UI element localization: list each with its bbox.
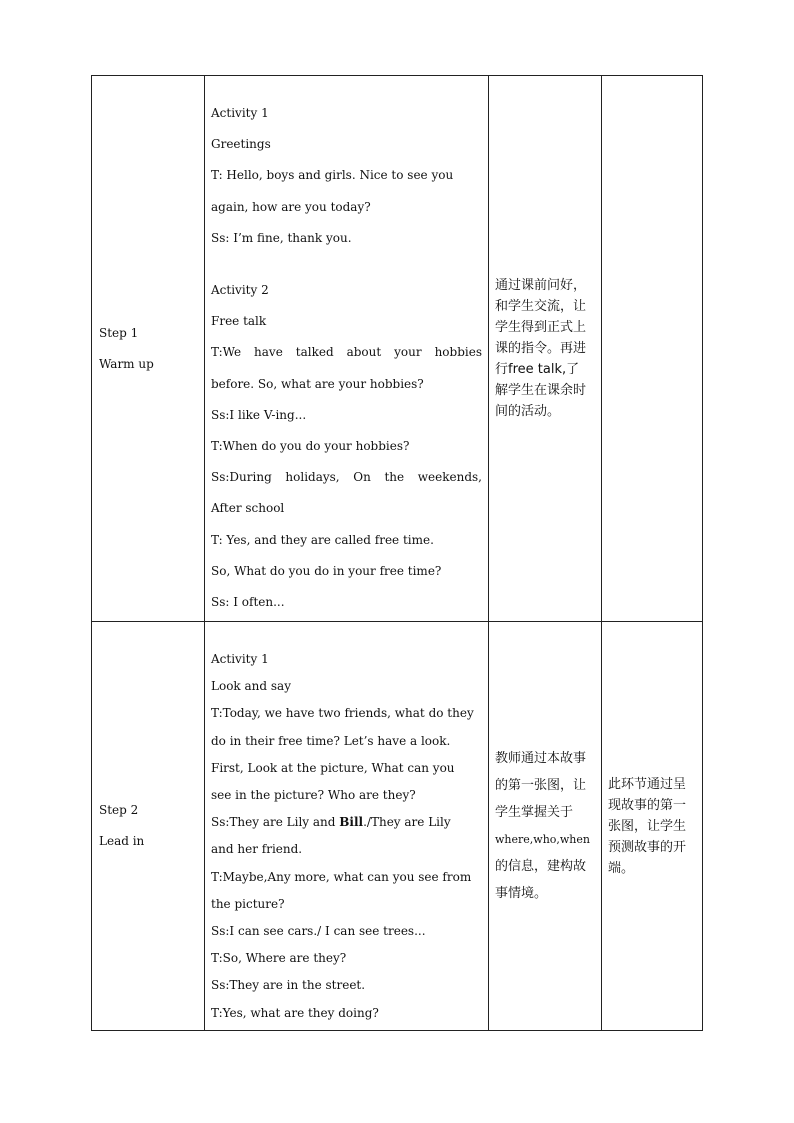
remark-cell [602,76,703,622]
intent-line: where,who,when [495,833,590,846]
bold-name: Bill [339,815,364,830]
content-line: T:So, Where are they? [211,951,347,966]
content-line: the picture? [211,896,285,911]
content-line: T: Hello, boys and girls. Nice to see you [211,168,454,183]
content-line: Activity 2 [211,283,269,298]
content-line: Activity 1 [211,106,269,120]
design-intent-cell [489,76,602,622]
content-line: After school [211,501,285,516]
content-line: First, Look at the picture, What can you [211,760,455,775]
content-line: So, What do you do in your free time? [211,563,442,578]
step-cell [92,76,205,622]
content-line: Greetings [211,137,271,152]
paragraph-gap [211,254,482,275]
design-intent-cell [489,622,602,1031]
content-line: T:Maybe,Any more, what can you see from [211,869,472,884]
content-line: Ss:During holidays, On the weekends, [211,470,482,485]
content-line: before. So, what are your hobbies? [211,376,424,391]
activity-content-cell [205,622,489,1031]
intent-line: 事情境。 [495,886,548,901]
intent-line: 和学生交流，让 [495,299,587,314]
remark-line: 现故事的第一 [608,797,687,813]
activity-content-cell [205,76,489,622]
content-text: Ss:They are Lily and [211,815,340,830]
intent-line: 通过课前问好， [495,278,587,293]
remark-line: 端。 [608,860,635,876]
lesson-plan-table [91,75,703,1031]
step-name: Lead in [99,834,145,848]
content-line: and her friend. [211,842,303,857]
table-row-step-2 [92,622,703,1031]
content-text: ./They are Lily [363,815,451,830]
intent-line: 教师通过本故事 [495,751,587,766]
table-row-step-1 [92,76,703,622]
step-cell [92,622,205,1031]
step-label: Step 1 [99,325,139,340]
intent-line: 的第一张图，让 [495,778,587,793]
content-line: Ss: I’m fine, thank you. [211,230,352,245]
content-line: Free talk [211,314,267,329]
intent-line: 课的指令。再进 [495,341,587,356]
intent-line: 解学生在课余时 [495,383,587,398]
intent-line: 学生掌握关于 [495,805,574,820]
step-label: Step 2 [99,803,139,817]
intent-line: 行free talk,了 [495,362,580,377]
content-line: Ss:I can see cars./ I can see trees... [211,924,426,939]
content-line [211,809,482,836]
intent-line: 学生得到正式上 [495,320,587,335]
remark-cell [602,622,703,1031]
remark-line: 此环节通过呈 [608,776,687,792]
content-line: again, how are you today? [211,199,371,214]
content-line: T:Today, we have two friends, what do they [211,706,474,721]
remark-line: 张图，让学生 [608,818,687,834]
content-line: T:We have talked about your hobbies [211,345,482,360]
content-line: Look and say [211,679,291,694]
step-name: Warm up [99,356,154,371]
content-line: T:When do you do your hobbies? [211,439,410,454]
intent-line: 的信息，建构故 [495,859,587,874]
content-line: Ss:They are in the street. [211,978,366,993]
content-line: Ss: I often... [211,595,285,610]
remark-line: 预测故事的开 [608,839,687,855]
content-line: T:Yes, what are they doing? [211,1005,379,1020]
content-line: T: Yes, and they are called free time. [211,532,434,547]
content-line: see in the picture? Who are they? [211,788,416,803]
content-line: do in their free time? Let’s have a look. [211,733,451,748]
content-line: Ss:I like V-ing... [211,407,307,422]
content-line: Activity 1 [211,652,269,666]
intent-line: 间的活动。 [495,404,561,419]
